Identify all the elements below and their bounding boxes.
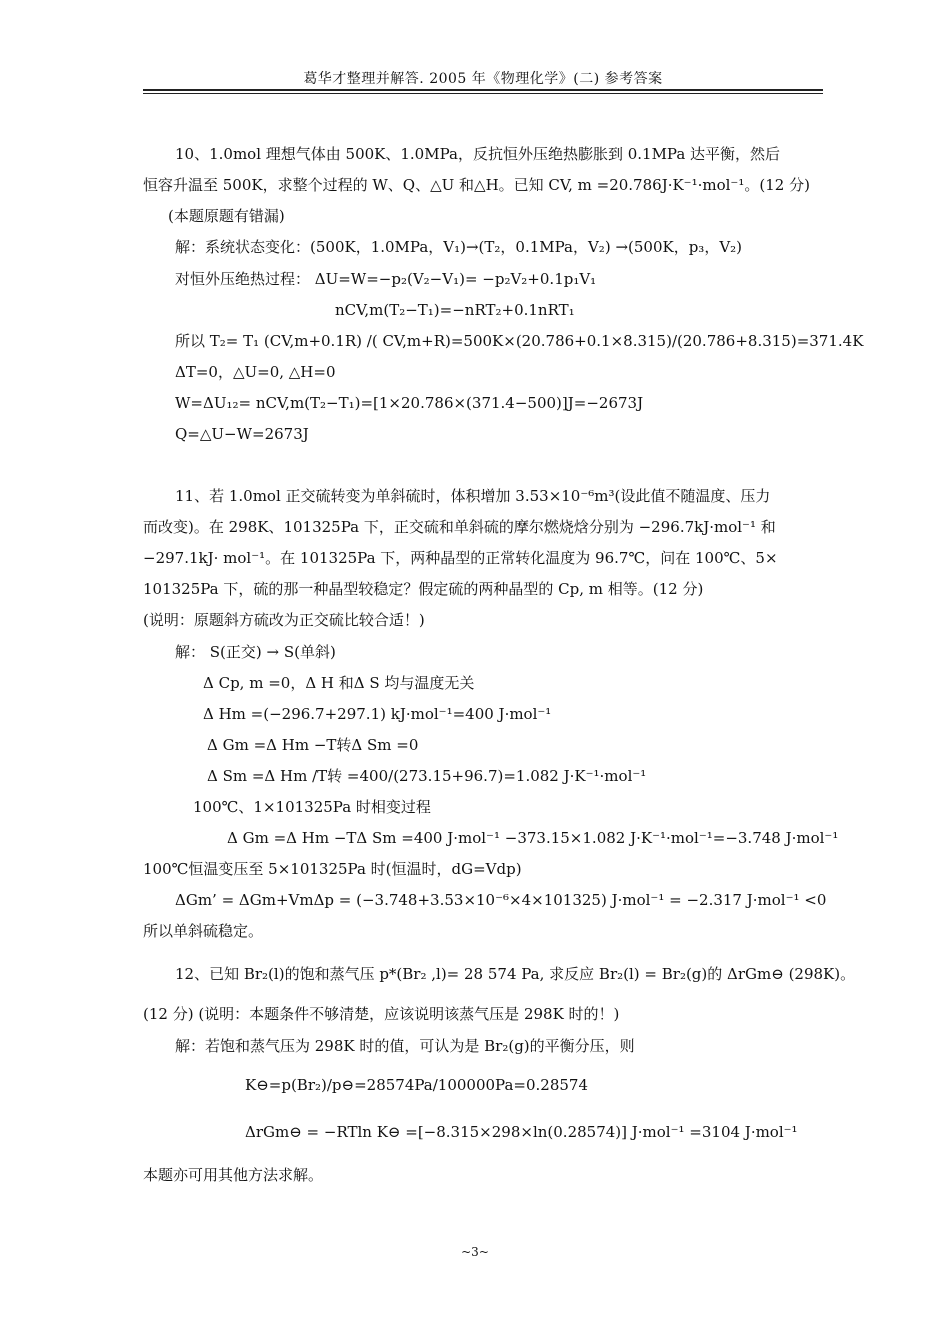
text-line: Q=△U−W=2673J [175,425,309,443]
text-line: nCV,m(T₂−T₁)=−nRT₂+0.1nRT₁ [335,301,575,319]
text-line: 而改变)。在 298K、101325Pa 下，正交硫和单斜硫的摩尔燃烧焓分别为 −296.7kJ·mol⁻¹ 和 [143,518,776,536]
text-line: (说明：原题斜方硫改为正交硫比较合适！) [143,611,425,629]
text-line: (本题原题有错漏) [168,207,285,225]
page-number: ~3~ [461,1245,489,1259]
header-rule-thick [143,89,823,91]
text-line: Δ Sm =Δ Hm /T转 =400/(273.15+96.7)=1.082 J·K⁻¹·mol⁻¹ [207,767,647,785]
text-line: 所以 T₂= T₁ (CV,m+0.1R) /( CV,m+R)=500K×(20.786+0.1×8.315)/(20.786+8.315)=371.4K [175,332,864,350]
text-line: ΔT=0，△U=0, △H=0 [175,363,336,381]
text-line: 本题亦可用其他方法求解。 [143,1166,324,1184]
text-line: 11、若 1.0mol 正交硫转变为单斜硫时，体积增加 3.53×10⁻⁶m³(设此值不随温度、压力 [175,487,771,505]
header-rule-thin [143,93,823,94]
text-line: 解： S(正交) → S(单斜) [175,643,336,661]
text-line: Δ Cp, m =0，Δ H 和Δ S 均与温度无关 [203,674,475,692]
text-line: ΔrGm⊖ = −RTln K⊖ =[−8.315×298×ln(0.28574)] J·mol⁻¹ =3104 J·mol⁻¹ [245,1123,798,1141]
text-line: Δ Gm =Δ Hm −TΔ Sm =400 J·mol⁻¹ −373.15×1.082 J·K⁻¹·mol⁻¹=−3.748 J·mol⁻¹ [227,829,839,847]
text-line: Δ Gm =Δ Hm −T转Δ Sm =0 [207,736,419,754]
text-line: (12 分) (说明：本题条件不够清楚，应该说明该蒸气压是 298K 时的！) [143,1005,620,1023]
text-line: W=ΔU₁₂= nCV,m(T₂−T₁)=[1×20.786×(371.4−500)]J=−2673J [175,394,644,412]
text-line: 恒容升温至 500K，求整个过程的 W、Q、△U 和△H。已知 CV, m =20.786J·K⁻¹·mol⁻¹。(12 分) [143,176,810,194]
text-line: ΔGm’ = ΔGm+VmΔp = (−3.748+3.53×10⁻⁶×4×101325) J·mol⁻¹ = −2.317 J·mol⁻¹ <0 [175,891,827,909]
text-line: 解：若饱和蒸气压为 298K 时的值，可认为是 Br₂(g)的平衡分压，则 [175,1037,635,1055]
text-line: K⊖=p(Br₂)/p⊖=28574Pa/100000Pa=0.28574 [245,1076,589,1094]
text-line: −297.1kJ· mol⁻¹。在 101325Pa 下，两种晶型的正常转化温度为 96.7℃，问在 100℃、5× [143,549,778,567]
text-line: 对恒外压绝热过程： ΔU=W=−p₂(V₂−V₁)= −p₂V₂+0.1p₁V₁ [175,270,597,288]
text-line: 所以单斜硫稳定。 [143,922,264,940]
text-line: 100℃、1×101325Pa 时相变过程 [193,798,431,816]
page-header: 葛华才整理并解答. 2005 年《物理化学》(二) 参考答案 [303,71,663,87]
text-line: 100℃恒温变压至 5×101325Pa 时(恒温时，dG=Vdp) [143,860,522,878]
text-line: 10、1.0mol 理想气体由 500K、1.0MPa，反抗恒外压绝热膨胀到 0.1MPa 达平衡，然后 [175,145,781,163]
text-line: 解：系统状态变化：(500K，1.0MPa，V₁)→(T₂，0.1MPa，V₂) →(500K，p₃，V₂) [175,238,743,256]
text-line: 12、已知 Br₂(l)的饱和蒸气压 p*(Br₂ ,l)= 28 574 Pa, 求反应 Br₂(l) = Br₂(g)的 ΔrGm⊖ (298K)。 [175,965,856,983]
text-line: 101325Pa 下，硫的那一种晶型较稳定？假定硫的两种晶型的 Cp, m 相等。(12 分) [143,580,704,598]
text-line: Δ Hm =(−296.7+297.1) kJ·mol⁻¹=400 J·mol⁻¹ [203,705,552,723]
